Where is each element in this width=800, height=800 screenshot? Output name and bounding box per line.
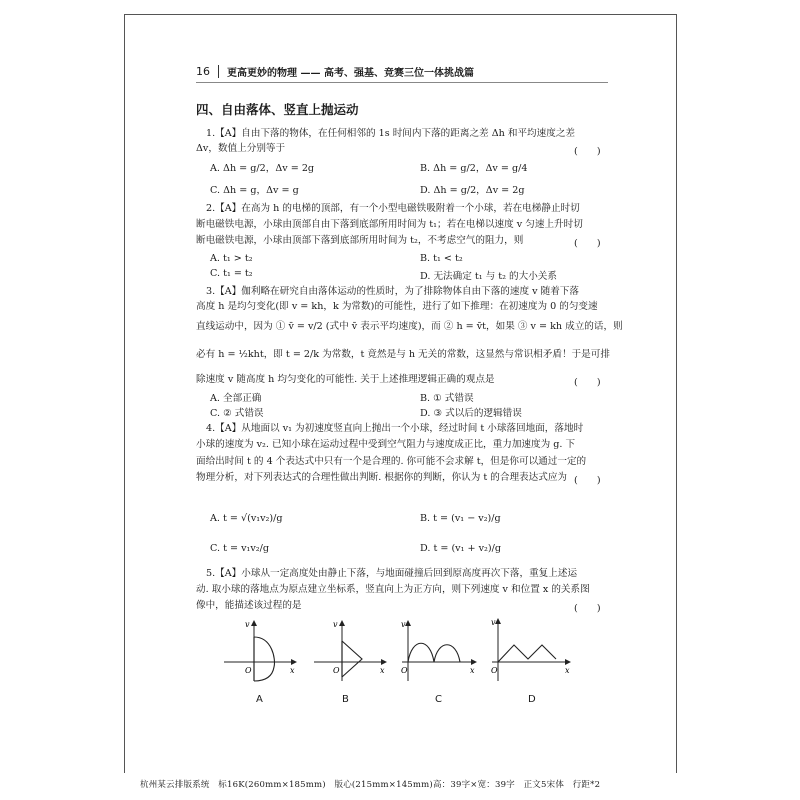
q3-option-a: A. 全部正确 [210,393,262,404]
q4-answer-paren: ( ) [574,475,601,486]
q3-answer-paren: ( ) [574,377,601,388]
graph-a-v-label: v [245,620,250,629]
q4-option-d: D. t = (v₁ + v₂)/g [420,543,501,554]
graph-a-curve [254,637,274,681]
print-specs-footer: 杭州某云排版系统 标16K(260mm×185mm) 版心(215mm×145mm)高：39字×宽：39字 正文5宋体 行距*2 [140,780,601,790]
book-title: 更高更妙的物理 —— 高考、强基、竞赛三位一体挑战篇 [227,68,474,79]
graph-d [490,615,575,685]
graph-b-label: B [342,694,349,705]
q1-option-a: A. Δh = g/2，Δv = 2g [210,163,315,174]
q1-option-b: B. Δh = g/2，Δv = g/4 [420,163,528,174]
q3-line4: 必有 h = ½kht，即 t = 2/k 为常数，t 竟然是与 h 无关的常数，这显然与常识相矛盾！于是可排 [196,349,610,360]
q4-line1: 4.【A】从地面以 v₁ 为初速度竖直向上抛出一个小球，经过时间 t 小球落回地面，落地时 [206,423,584,434]
page-header [196,64,474,79]
graph-c-arc-2 [434,645,460,662]
q3-line3: 直线运动中，因为 ① v̄ = v/2 (式中 v̄ 表示平均速度)，而 ② h = v̄t，如果 ③ v = kh 成立的话，则 [196,321,623,332]
graph-b-x-label: x [380,666,385,675]
graph-b-v-label: v [333,620,338,629]
q2-option-d: D. 无法确定 t₁ 与 t₂ 的大小关系 [420,271,557,282]
q4-option-a: A. t = √(v₁v₂)/g [210,513,283,524]
graph-d-curve [498,645,556,662]
q2-option-b: B. t₁ < t₂ [420,253,463,264]
graph-b-curve [342,641,362,677]
q2-line3: 断电磁铁电源，小球由顶部下落到底部所用时间为 t₂，不考虑空气的阻力，则 [196,235,524,246]
q5-line1: 5.【A】小球从一定高度处由静止下落，与地面碰撞后回到原高度再次下落，重复上述运 [206,568,578,579]
q1-line1: 1.【A】自由下落的物体，在任何相邻的 1s 时间内下落的距离之差 Δh 和平均速度之差 [206,128,576,139]
header-rule [196,82,608,83]
graph-a-label: A [256,694,263,705]
q2-option-c: C. t₁ = t₂ [210,268,253,279]
q5-line3: 像中，能描述该过程的是 [196,600,302,611]
q3-line2: 高度 h 是均匀变化(即 v = kh，k 为常数)的可能性，进行了如下推理：在初速度为 0 的匀变速 [196,301,598,312]
graph-a-x-label: x [290,666,295,675]
graph-d-x-label: x [565,666,570,675]
graph-c-v-label: v [401,620,406,629]
header-divider [218,65,219,78]
q3-option-b: B. ① 式错误 [420,393,474,404]
q1-answer-paren: ( ) [574,146,601,157]
graph-c-x-label: x [470,666,475,675]
q3-line5: 除速度 v 随高度 h 均匀变化的可能性. 关于上述推理逻辑正确的观点是 [196,374,495,385]
q1-option-c: C. Δh = g，Δv = g [210,185,299,196]
page-number: 16 [196,65,210,78]
graph-a [220,615,300,685]
graph-c [400,615,480,685]
q2-option-a: A. t₁ > t₂ [210,253,253,264]
q3-line1: 3.【A】伽利略在研究自由落体运动的性质时，为了排除物体自由下落的速度 v 随着下落 [206,286,579,297]
graph-d-v-label: v [491,618,496,627]
q3-option-d: D. ③ 式以后的逻辑错误 [420,408,522,419]
q5-answer-paren: ( ) [574,603,601,614]
graph-d-label: D [528,694,536,705]
graph-c-arc-1 [408,643,434,662]
q3-option-c: C. ② 式错误 [210,408,264,419]
section-title: 四、自由落体、竖直上抛运动 [196,102,359,117]
graph-d-origin: O [491,666,498,675]
q4-line2: 小球的速度为 v₂. 已知小球在运动过程中受到空气阻力与速度成正比，重力加速度为 g. 下 [196,439,576,450]
graph-c-origin: O [401,666,408,675]
graph-c-label: C [435,694,442,705]
q5-line2: 动. 取小球的落地点为原点建立坐标系，竖直向上为正方向，则下列速度 v 和位置 x 的关系图 [196,584,590,595]
q4-option-b: B. t = (v₁ − v₂)/g [420,513,501,524]
graph-b [310,615,390,685]
q4-line3: 面给出时间 t 的 4 个表达式中只有一个是合理的. 你可能不会求解 t，但是你可以通过一定的 [196,456,587,467]
q2-line1: 2.【A】在高为 h 的电梯的顶部，有一个小型电磁铁吸附着一个小球，若在电梯静止时切 [206,203,580,214]
q1-line2: Δv，数值上分别等于 [196,143,286,154]
graph-a-origin: O [245,666,252,675]
graph-b-origin: O [333,666,340,675]
q4-option-c: C. t = v₁v₂/g [210,543,269,554]
q2-answer-paren: ( ) [574,238,601,249]
q4-line4: 物理分析，对下列表达式的合理性做出判断. 根据你的判断，你认为 t 的合理表达式应为 [196,472,568,483]
q2-line2: 断电磁铁电源，小球由顶部自由下落到底部所用时间为 t₁；若在电梯以速度 v 匀速上升时切 [196,219,583,230]
q1-option-d: D. Δh = g/2，Δv = 2g [420,185,525,196]
